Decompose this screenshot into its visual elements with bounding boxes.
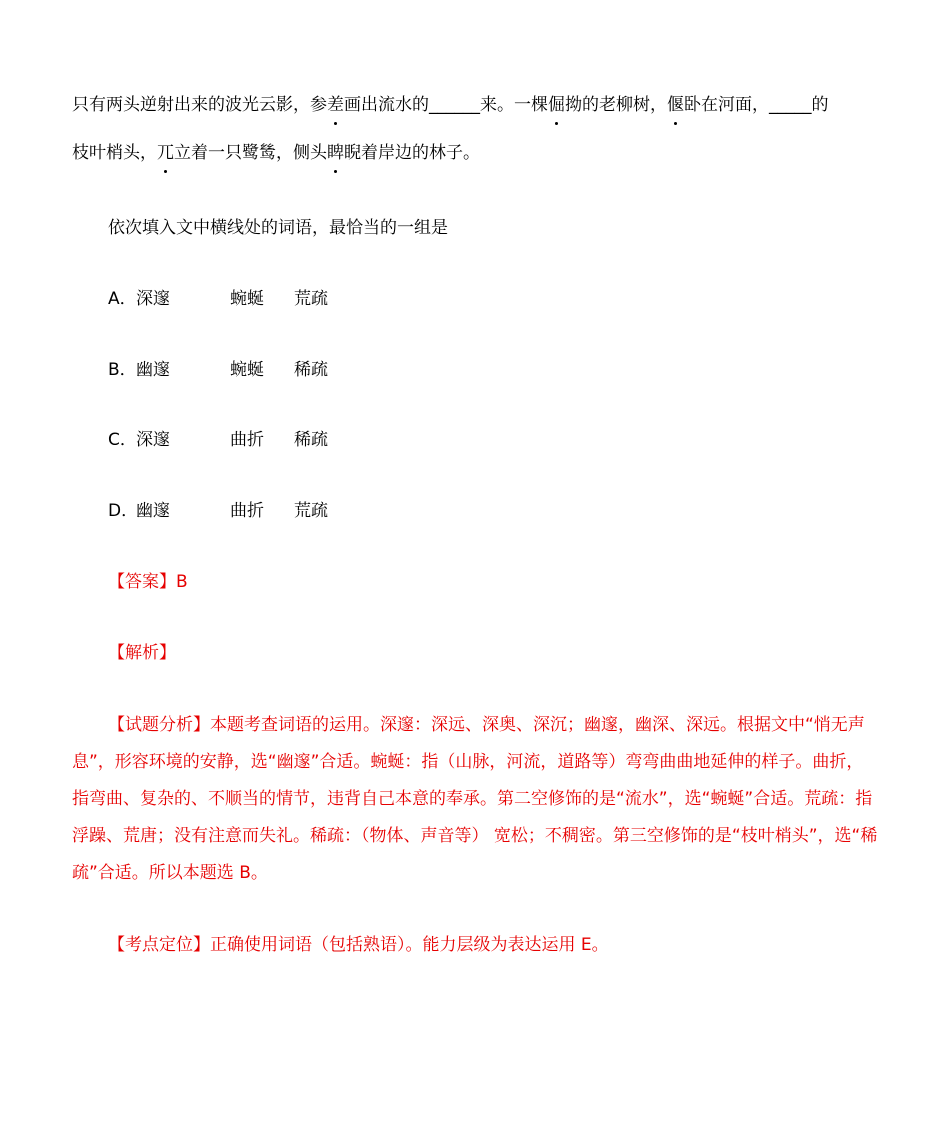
passage-text: 画出流水的______来。一棵	[344, 95, 548, 115]
option-c	[108, 428, 328, 452]
exam-point-label: 【考点定位】	[108, 935, 210, 955]
option-word: 蜿蜒	[230, 360, 264, 380]
passage-text: 枝叶梢头，	[72, 143, 157, 163]
option-word: 蜿蜒	[230, 289, 264, 309]
option-letter: D．	[108, 501, 139, 521]
emphasis-char: 偃	[667, 95, 684, 115]
emphasis-char: 倔	[548, 95, 565, 115]
option-b	[108, 358, 328, 382]
answer-value: B	[176, 572, 188, 592]
option-d	[108, 499, 328, 523]
answer-label: 【答案】	[108, 572, 176, 592]
option-letter: A．	[108, 289, 137, 309]
passage-line-2	[72, 141, 480, 165]
analysis-heading: 【解析】	[108, 643, 176, 663]
passage-text: 拗的老柳树，	[565, 95, 667, 115]
option-word: 深邃	[136, 289, 170, 309]
option-word: 稀疏	[294, 360, 328, 380]
analysis-detail-label: 【试题分析】	[108, 715, 210, 735]
question-prompt: 依次填入文中横线处的词语，最恰当的一组是	[108, 218, 448, 238]
analysis-detail-text: 本题考查词语的运用。深邃：深远、深奥、深沉；幽邃，幽深、深远。根据文中“悄无声息”，形容环境的安静，选“幽邃”合适。蜿蜒：指（山脉，河流，道路等）弯弯曲曲地延伸的样子。曲折，指弯曲、复杂的、不顺当的情节，违背自己本意的奉承。第二空修饰的是“流水”，选“蜿蜒”合适。荒疏：指浮躁、荒唐；没有注意而失礼。稀疏：（物体、声音等） 宽松；不稠密。第三空修饰的是“枝叶梢头”，选“稀疏”合适。所以本题选 B。	[72, 715, 878, 883]
exam-point-text: 正确使用词语（包括熟语）。能力层级为表达运用 E。	[210, 935, 609, 955]
option-word: 稀疏	[294, 430, 328, 450]
passage-text: 立着一只鹭鸶，侧头	[174, 143, 327, 163]
exam-point	[72, 927, 880, 964]
emphasis-char: 睥	[327, 143, 344, 163]
passage-text: 睨着岸边的林子。	[344, 143, 480, 163]
answer-line	[108, 570, 188, 594]
analysis-detail	[72, 707, 880, 892]
option-word: 荒疏	[294, 289, 328, 309]
option-a	[108, 287, 328, 311]
option-word: 深邃	[136, 430, 170, 450]
passage-text: 卧在河面，_____的	[684, 95, 829, 115]
option-word: 荒疏	[294, 501, 328, 521]
passage-line-1	[72, 93, 829, 117]
option-letter: C．	[108, 430, 137, 450]
emphasis-char: 兀	[157, 143, 174, 163]
option-letter: B．	[108, 360, 137, 380]
passage-text: 只有两头逆射出来的波光云影，参	[72, 95, 327, 115]
option-word: 曲折	[230, 501, 264, 521]
option-word: 曲折	[230, 430, 264, 450]
option-word: 幽邃	[136, 360, 170, 380]
emphasis-char: 差	[327, 95, 344, 115]
option-word: 幽邃	[136, 501, 170, 521]
